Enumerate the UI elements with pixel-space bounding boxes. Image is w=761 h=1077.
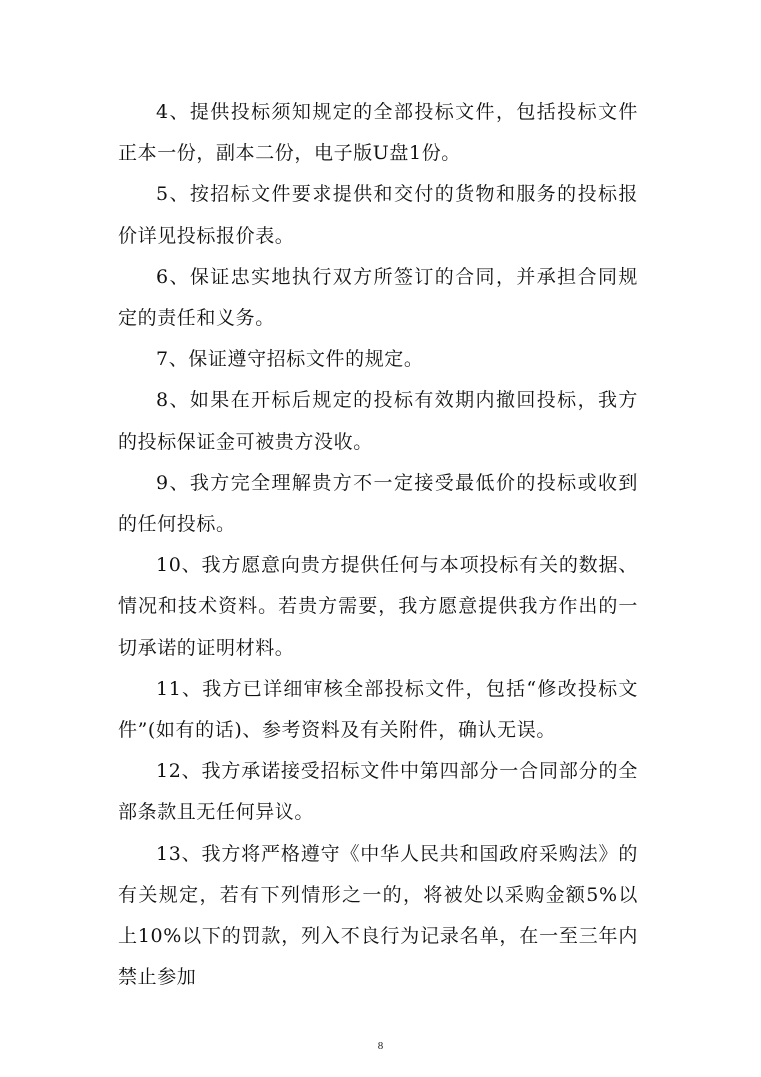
- paragraph-item-10: 10、我方愿意向贵方提供任何与本项投标有关的数据、情况和技术资料。若贵方需要，我方愿意提供我方作出的一切承诺的证明材料。: [118, 554, 638, 659]
- paragraph-item-5: 5、按招标文件要求提供和交付的货物和服务的投标报价详见投标报价表。: [118, 183, 638, 247]
- paragraph-item-8: 8、如果在开标后规定的投标有效期内撤回投标，我方的投标保证金可被贵方没收。: [118, 389, 638, 453]
- paragraph-item-9: 9、我方完全理解贵方不一定接受最低价的投标或收到的任何投标。: [118, 471, 638, 536]
- paragraph-item-7: 7、保证遵守招标文件的规定。: [156, 348, 424, 371]
- paragraph-item-11: 11、我方已详细审核全部投标文件，包括“修改投标文件”(如有的话)、参考资料及有关附件，确认无误。: [118, 677, 638, 742]
- document-body: [118, 92, 638, 998]
- paragraph-item-12: 12、我方承诺接受招标文件中第四部分一合同部分的全部条款且无任何异议。: [118, 760, 638, 824]
- paragraph-item-4: 4、提供投标须知规定的全部投标文件，包括投标文件正本一份，副本二份，电子版U盘1份。: [118, 101, 638, 165]
- page-number: 8: [377, 1040, 384, 1052]
- paragraph-item-13: 13、我方将严格遵守《中华人民共和国政府采购法》的有关规定，若有下列情形之一的，将被处以采购金额5%以上10%以下的罚款，列入不良行为记录名单，在一至三年内禁止参加: [118, 842, 638, 989]
- paragraph-item-6: 6、保证忠实地执行双方所签订的合同，并承担合同规定的责任和义务。: [118, 265, 638, 330]
